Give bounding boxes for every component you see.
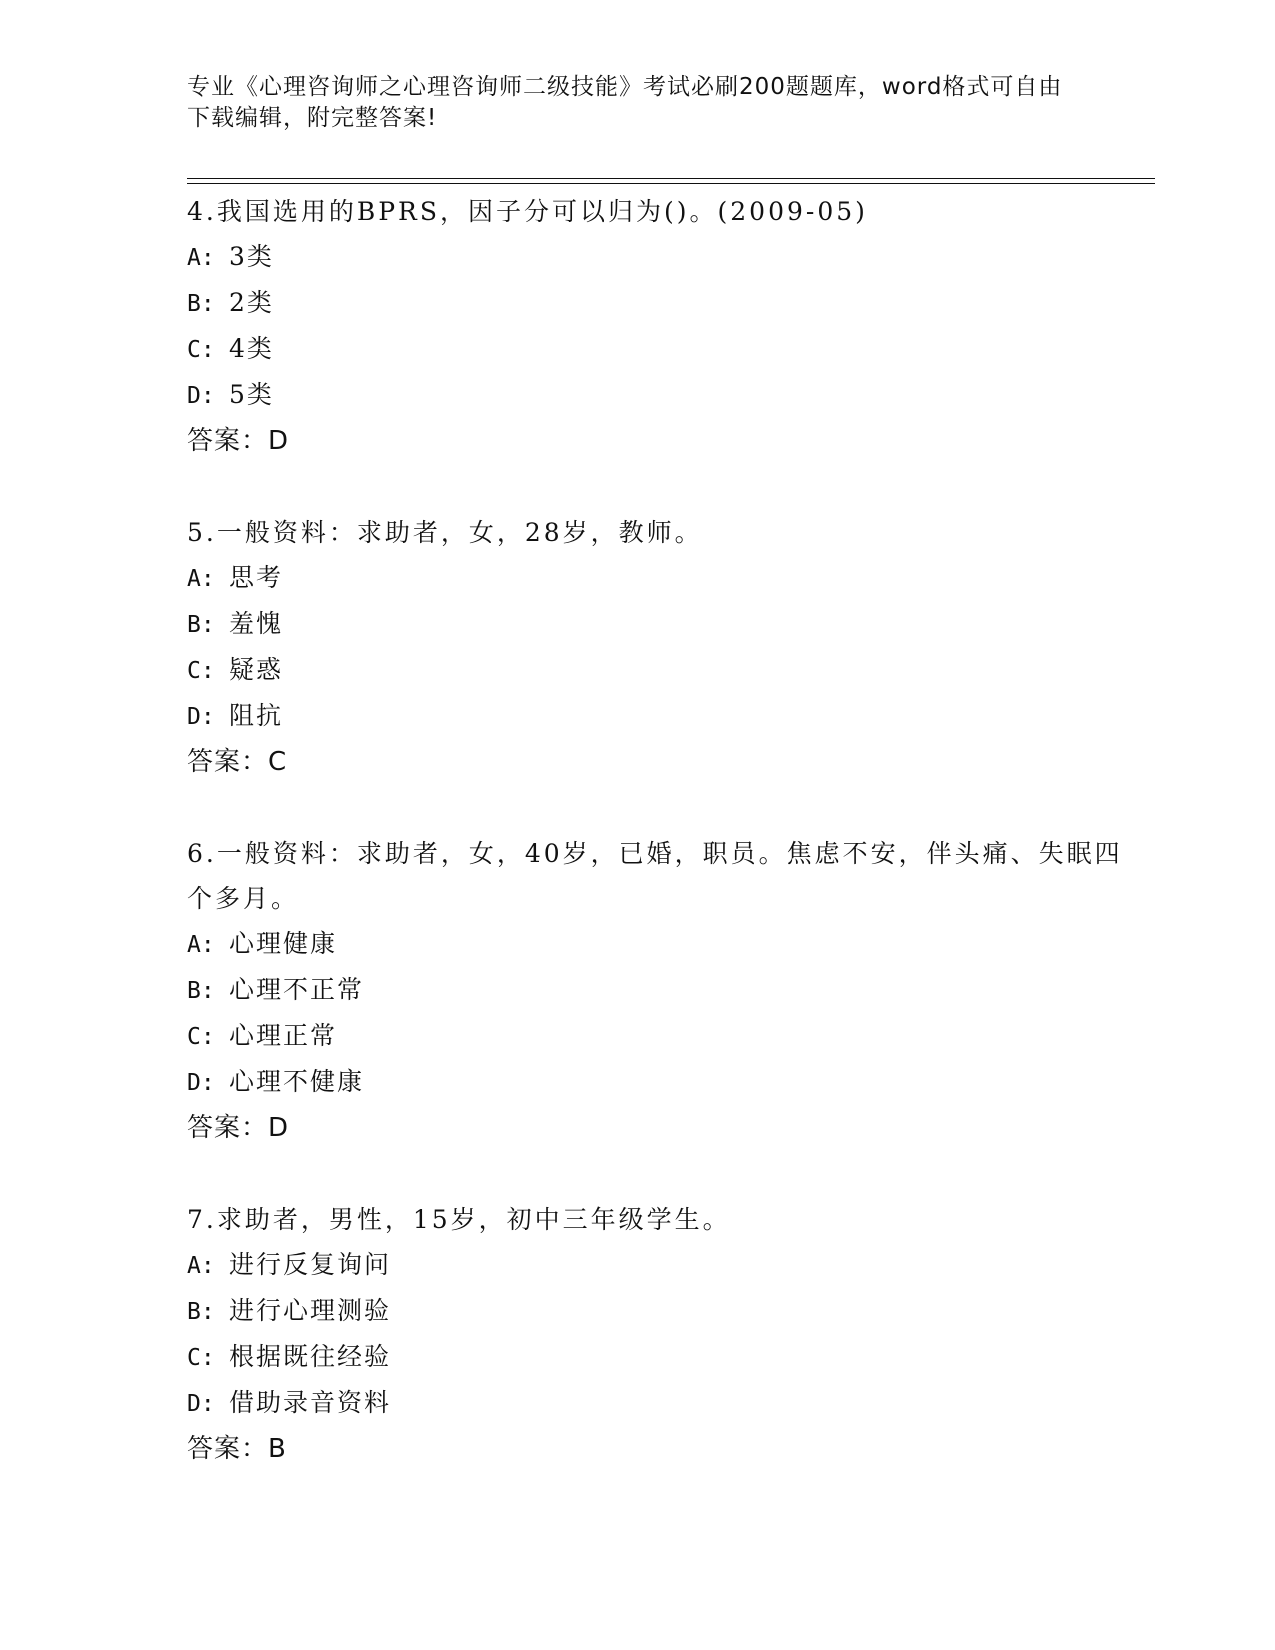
option-c xyxy=(187,1013,1147,1059)
option-key: A: xyxy=(187,932,215,958)
option-text: 心理正常 xyxy=(229,1021,338,1050)
answer-line: 答案：C xyxy=(187,747,288,777)
option-text: 进行反复询问 xyxy=(229,1250,392,1279)
option-key: B: xyxy=(187,978,215,1004)
question-stem: 4.我国选用的BPRS，因子分可以归为()。(2009-05) xyxy=(187,197,868,226)
option-c xyxy=(187,647,1147,693)
header-divider-bottom xyxy=(187,183,1155,184)
option-d xyxy=(187,1380,1147,1426)
option-key: B: xyxy=(187,612,215,638)
question-7 xyxy=(187,1197,1147,1472)
option-key: A: xyxy=(187,566,215,592)
question-list xyxy=(187,189,1147,1518)
option-text: 羞愧 xyxy=(229,609,284,638)
option-text: 心理不正常 xyxy=(229,975,365,1004)
question-4 xyxy=(187,189,1147,464)
option-text: 阻抗 xyxy=(229,701,284,730)
option-key: C: xyxy=(187,658,215,684)
option-key: A: xyxy=(187,1253,215,1279)
option-key: B: xyxy=(187,1299,215,1325)
option-key: A: xyxy=(187,245,215,271)
option-text: 心理健康 xyxy=(229,929,338,958)
option-text: 疑惑 xyxy=(229,655,284,684)
option-d xyxy=(187,1059,1147,1105)
option-a xyxy=(187,1242,1147,1288)
option-key: B: xyxy=(187,291,215,317)
document-header xyxy=(187,72,1067,134)
question-stem: 7.求助者，男性，15岁，初中三年级学生。 xyxy=(187,1205,731,1234)
option-key: C: xyxy=(187,1024,215,1050)
question-6 xyxy=(187,831,1147,1151)
option-a xyxy=(187,555,1147,601)
option-key: D: xyxy=(187,1391,215,1417)
option-b xyxy=(187,1288,1147,1334)
option-b xyxy=(187,601,1147,647)
option-text: 根据既往经验 xyxy=(229,1342,392,1371)
option-key: C: xyxy=(187,337,215,363)
question-stem: 5.一般资料：求助者，女，28岁，教师。 xyxy=(187,518,703,547)
option-key: C: xyxy=(187,1345,215,1371)
option-c xyxy=(187,1334,1147,1380)
header-title: 专业《心理咨询师之心理咨询师二级技能》考试必刷200题题库，word格式可自由下载编辑，附完整答案! xyxy=(187,74,1063,131)
option-text: 借助录音资料 xyxy=(229,1388,392,1417)
option-c xyxy=(187,326,1147,372)
header-divider-top xyxy=(187,178,1155,179)
option-key: D: xyxy=(187,704,215,730)
option-text: 5类 xyxy=(229,380,274,409)
answer-line: 答案：D xyxy=(187,426,290,456)
question-stem: 6.一般资料：求助者，女，40岁，已婚，职员。焦虑不安，伴头痛、失眠四个多月。 xyxy=(187,839,1123,913)
question-5 xyxy=(187,510,1147,785)
option-text: 心理不健康 xyxy=(229,1067,365,1096)
option-key: D: xyxy=(187,383,215,409)
option-text: 3类 xyxy=(229,242,274,271)
answer-line: 答案：B xyxy=(187,1434,287,1464)
option-text: 思考 xyxy=(229,563,284,592)
option-b xyxy=(187,280,1147,326)
option-text: 进行心理测验 xyxy=(229,1296,392,1325)
option-b xyxy=(187,967,1147,1013)
answer-line: 答案：D xyxy=(187,1113,290,1143)
option-text: 4类 xyxy=(229,334,274,363)
option-a xyxy=(187,921,1147,967)
option-text: 2类 xyxy=(229,288,274,317)
option-d xyxy=(187,693,1147,739)
option-d xyxy=(187,372,1147,418)
option-a xyxy=(187,234,1147,280)
option-key: D: xyxy=(187,1070,215,1096)
